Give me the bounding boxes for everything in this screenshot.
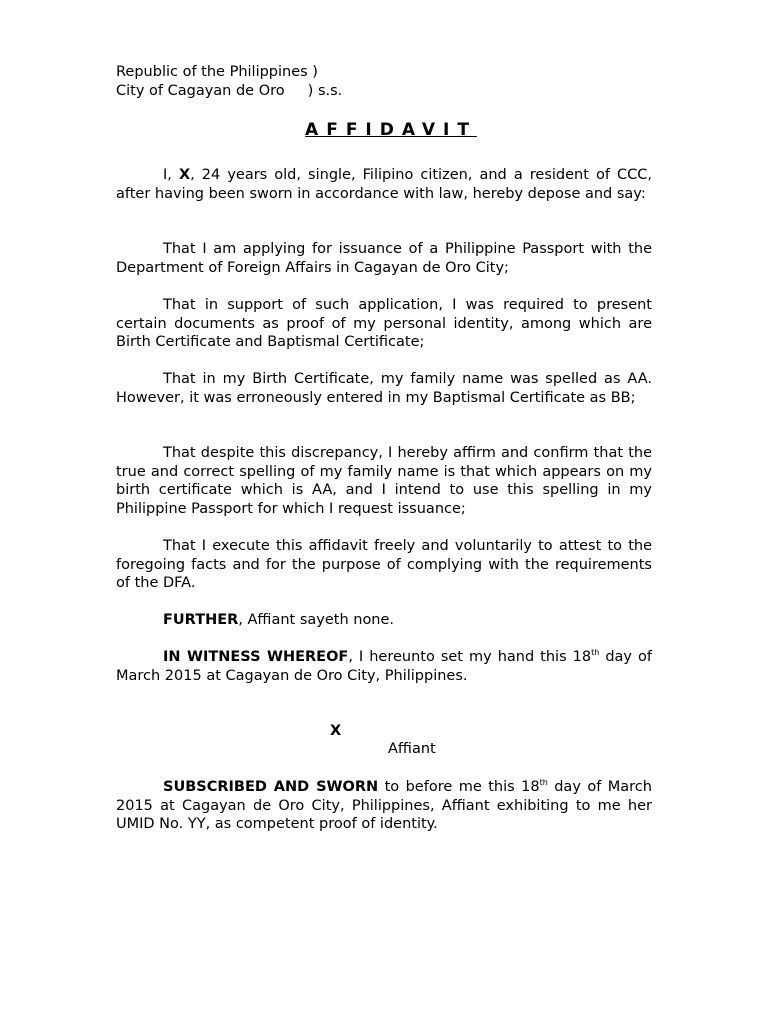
venue-republic: Republic of the Philippines ) xyxy=(116,64,318,80)
witness-sup: th xyxy=(591,648,600,658)
affiant-name: X xyxy=(178,167,191,183)
paragraph-voluntary: That I execute this affidavit freely and voluntarily to attest to the foregoing facts and for the purpose of complying with the requirements of the DFA. xyxy=(116,538,652,591)
jurat-pre: to before me this 18 xyxy=(378,779,540,795)
witness-pre: , I hereunto set my hand this 18 xyxy=(348,649,592,665)
paragraph-discrepancy: That in my Birth Certificate, my family name was spelled as AA. However, it was erroneously entered in my Baptismal Certificate as BB; xyxy=(116,371,652,406)
paragraph-introduction xyxy=(116,166,652,203)
paragraph-affirmation: That despite this discrepancy, I hereby affirm and confirm that the true and correct spelling of my family name is that which appears on my birth certificate which is AA, and I intend to use this spelling in my Philippine Passport for which I request issuance; xyxy=(116,445,652,517)
paragraph-witness xyxy=(116,648,652,685)
intro-post: , 24 years old, single, Filipino citizen, and a resident of CCC, after having been sworn in accordance with law, hereby depose and say: xyxy=(116,167,652,202)
witness-bold: IN WITNESS WHEREOF xyxy=(163,649,349,665)
venue-city: City of Cagayan de Oro ) s.s. xyxy=(116,82,343,99)
witness-post: day of March 2015 at Cagayan de Oro City, Philippines. xyxy=(116,649,652,684)
document-title: AFFIDAVIT xyxy=(305,120,477,140)
jurat-post: day of March 2015 at Cagayan de Oro City, Philippines, Affiant exhibiting to me her UMID No. YY, as competent proof of identity. xyxy=(116,779,652,832)
paragraph-further xyxy=(116,611,652,630)
venue-block xyxy=(116,63,342,100)
affiant-label: Affiant xyxy=(388,741,436,757)
intro-pre: I, xyxy=(163,167,179,183)
further-rest: , Affiant sayeth none. xyxy=(238,612,395,628)
paragraph-jurat xyxy=(116,778,652,834)
paragraph-documents: That in support of such application, I was required to present certain documents as proof of my personal identity, among which are Birth Certificate and Baptismal Certificate; xyxy=(116,297,652,350)
further-bold: FURTHER xyxy=(163,612,239,628)
signature-mark: X xyxy=(330,723,342,739)
jurat-bold: SUBSCRIBED AND SWORN xyxy=(163,779,379,795)
jurat-sup: th xyxy=(539,778,548,788)
paragraph-application: That I am applying for issuance of a Philippine Passport with the Department of Foreign Affairs in Cagayan de Oro City; xyxy=(116,241,652,276)
